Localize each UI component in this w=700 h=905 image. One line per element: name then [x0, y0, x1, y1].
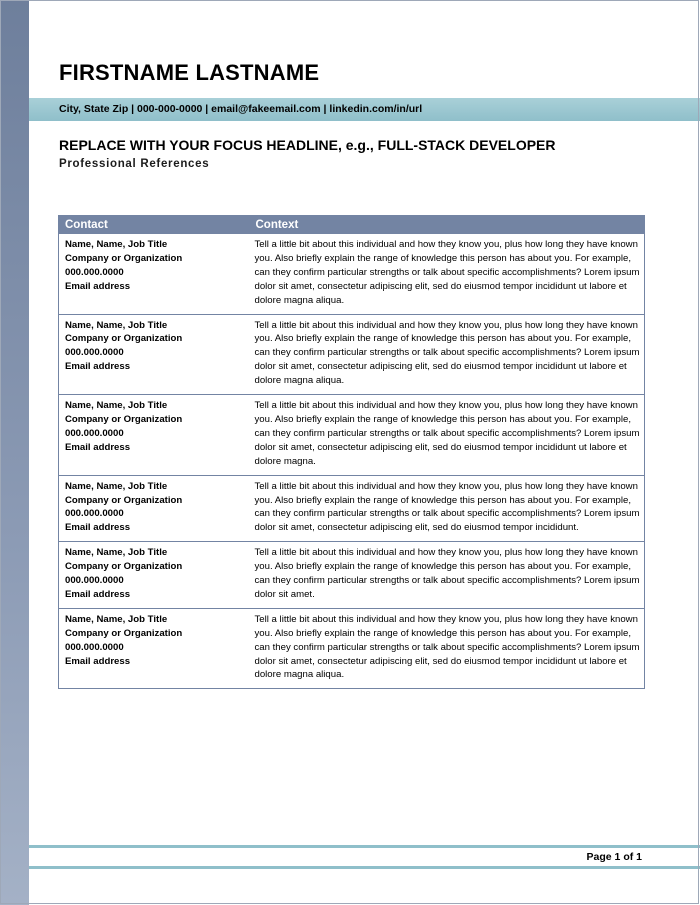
- reference-phone: 000.000.0000: [65, 641, 124, 653]
- reference-name: Name, Name, Job Title: [65, 319, 168, 331]
- reference-context: Tell a little bit about this individual and how they know you, plus how long they have known you. Also briefly explain the range of knowledge this person has about you. For example, can they confirm particular strengths or talk about specific accomplishments? Lorem ipsum dolor sit amet, consectetur adipiscing elit, sed do eiusmod tempor incididunt ut labore et dolore magna aliqua.: [250, 608, 645, 689]
- reference-context: Tell a little bit about this individual and how they know you, plus how long they have known you. Also briefly explain the range of knowledge this person has about you. For example, can they confirm particular strengths or talk about specific accomplishments? Lorem ipsum dolor sit amet, consectetur adipiscing elit, sed do eiusmod tempor incididunt ut labore et dolore magna aliqua.: [254, 239, 640, 306]
- reference-email: Email address: [65, 588, 131, 600]
- reference-context: Tell a little bit about this individual and how they know you, plus how long they have known you. Also briefly explain the range of knowledge this person has about you. For example, can they confirm particular strengths or talk about specific accomplishments? Lorem ipsum dolor sit amet, consectetur adipiscing elit, sed do eiusmod tempor incididunt ut labore et dolore magna.: [250, 395, 645, 476]
- reference-phone: 000.000.0000: [65, 427, 124, 439]
- table-row: [59, 542, 645, 609]
- reference-context: Tell a little bit about this individual and how they know you, plus how long they have known you. Also briefly explain the range of knowledge this person has about you. For example, can they confirm particular strengths or talk about specific accomplishments? Lorem ipsum dolor sit amet.: [250, 542, 645, 609]
- reference-contact: [59, 475, 250, 542]
- footer-rule-bottom: [29, 866, 700, 869]
- reference-name: Name, Name, Job Title: [65, 400, 168, 412]
- contact-band: [29, 98, 700, 121]
- reference-contact: [59, 542, 250, 609]
- table-row: [59, 395, 645, 476]
- reference-contact: [59, 234, 250, 314]
- reference-email: Email address: [65, 361, 131, 373]
- reference-email: Email address: [65, 441, 131, 453]
- reference-email: Email address: [65, 280, 131, 292]
- section-title: Professional References: [59, 158, 210, 170]
- reference-company: Company or Organization: [65, 252, 183, 264]
- footer-rule-top: [29, 845, 700, 848]
- contact-info: City, State Zip | 000-000-0000 | email@fakeemail.com | linkedin.com/in/url: [59, 103, 423, 115]
- table-row: [59, 234, 645, 314]
- reference-company: Company or Organization: [65, 413, 183, 425]
- reference-contact: [59, 608, 250, 689]
- reference-name: Name, Name, Job Title: [65, 239, 168, 250]
- reference-email: Email address: [65, 655, 131, 667]
- table-row: [59, 608, 645, 689]
- reference-email: Email address: [65, 522, 131, 534]
- focus-headline: REPLACE WITH YOUR FOCUS HEADLINE, e.g., FULL-STACK DEVELOPER: [59, 137, 556, 153]
- reference-company: Company or Organization: [65, 561, 183, 573]
- reference-contact: [59, 395, 250, 476]
- reference-company: Company or Organization: [65, 333, 183, 345]
- column-header-context: Context: [250, 216, 645, 235]
- reference-phone: 000.000.0000: [65, 347, 124, 359]
- reference-name: Name, Name, Job Title: [65, 613, 168, 625]
- reference-phone: 000.000.0000: [65, 266, 124, 278]
- column-header-contact: Contact: [59, 216, 250, 235]
- reference-name: Name, Name, Job Title: [65, 547, 168, 559]
- reference-company: Company or Organization: [65, 494, 183, 506]
- left-accent-bar: [0, 0, 29, 905]
- reference-contact: [59, 314, 250, 395]
- page-number: Page 1 of 1: [586, 851, 642, 863]
- reference-context: Tell a little bit about this individual and how they know you, plus how long they have known you. Also briefly explain the range of knowledge this person has about you. For example, can they confirm particular strengths or talk about specific accomplishments? Lorem ipsum dolor sit amet, consectetur adipiscing elit, sed do eiusmod tempor incididunt.: [250, 475, 645, 542]
- table-header-row: [59, 216, 645, 235]
- reference-phone: 000.000.0000: [65, 575, 124, 587]
- table-row: [59, 314, 645, 395]
- reference-phone: 000.000.0000: [65, 508, 124, 520]
- candidate-name: FIRSTNAME LASTNAME: [59, 60, 320, 85]
- references-table: [58, 215, 645, 689]
- reference-context: Tell a little bit about this individual and how they know you, plus how long they have known you. Also briefly explain the range of knowledge this person has about you. For example, can they confirm particular strengths or talk about specific accomplishments? Lorem ipsum dolor sit amet, consectetur adipiscing elit, sed do eiusmod tempor incididunt ut labore et dolore magna aliqua.: [250, 314, 645, 395]
- reference-name: Name, Name, Job Title: [65, 480, 168, 492]
- reference-company: Company or Organization: [65, 627, 183, 639]
- table-row: [59, 475, 645, 542]
